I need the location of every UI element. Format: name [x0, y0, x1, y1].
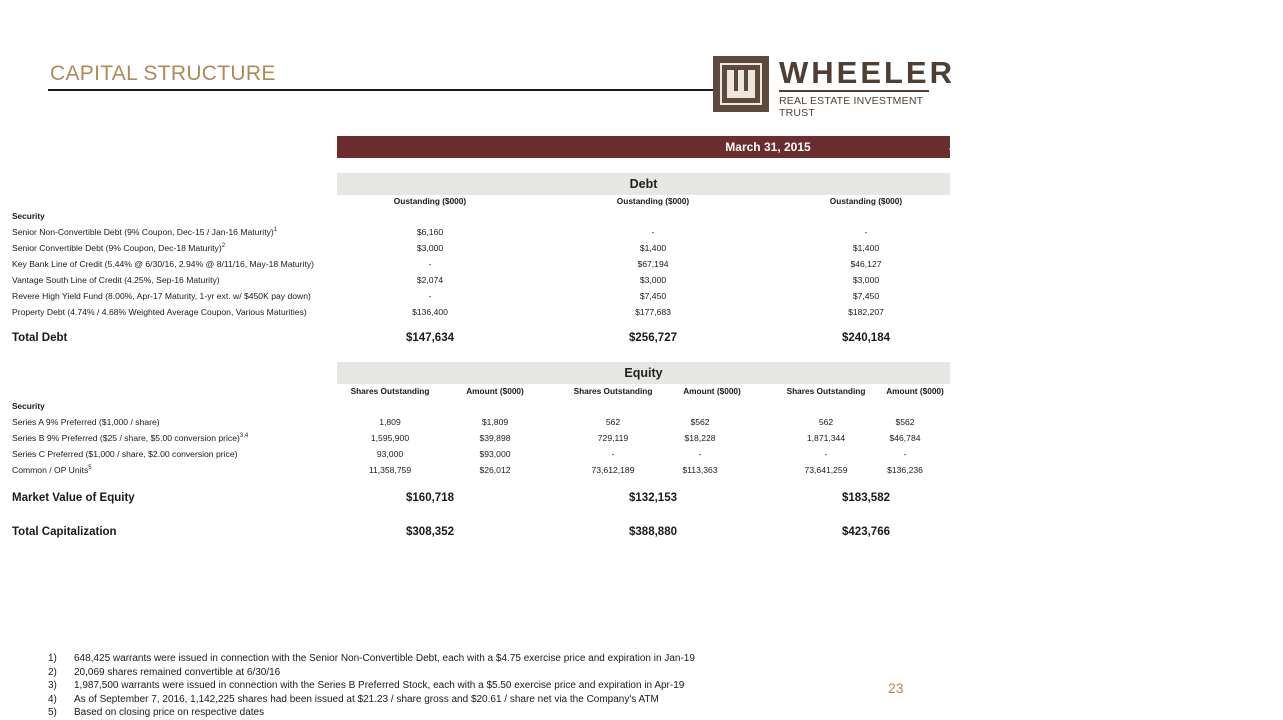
column-header: Amount ($000) [466, 386, 524, 396]
wheeler-logo [713, 55, 955, 119]
value-cell: $3,000 [416, 243, 444, 253]
footnote: 3) 1,987,500 warrants were issued in connection with the Series B Preferred Stock, each with a $5.50 exercise price and expiration in Apr-19 [48, 680, 685, 692]
value-cell: $136,400 [412, 307, 448, 317]
footnote: 1) 648,425 warrants were issued in connection with the Senior Non-Convertible Debt, each with a $4.75 exercise price and expiration in Jan-19 [48, 653, 695, 664]
value-cell: 93,000 [376, 449, 404, 459]
value-cell: $1,400 [639, 243, 667, 253]
logo-tagline: REAL ESTATE INVESTMENT TRUST [779, 95, 924, 119]
value-cell: 73,612,189 [591, 465, 635, 475]
footnote: 2) 20,069 shares remained convertible at 6/30/16 [48, 666, 281, 678]
row-label: Property Debt (4.74% / 4.68% Weighted Average Coupon, Various Maturities) [12, 307, 307, 317]
row-label: Total Capitalization [12, 526, 117, 538]
row-label: Series C Preferred ($1,000 / share, $2.00 conversion price) [12, 449, 238, 459]
title-divider [48, 89, 716, 91]
value-cell: $562 [690, 417, 710, 427]
value-cell: $26,012 [479, 465, 511, 475]
value-cell: $39,898 [479, 433, 511, 443]
value-cell: 1,809 [379, 417, 401, 427]
column-header: Oustanding ($000) [616, 196, 690, 206]
period-header-bar [337, 136, 1256, 158]
value-cell: $6,160 [416, 227, 444, 237]
total-value: $256,727 [629, 332, 677, 344]
value-cell: - [651, 227, 655, 237]
value-cell: - [428, 291, 432, 301]
value-cell: $3,000 [852, 275, 880, 285]
value-cell: $136,236 [887, 465, 923, 475]
total-value: $160,718 [406, 492, 454, 504]
total-value: $132,153 [629, 492, 677, 504]
page-number: 23 [888, 680, 904, 696]
value-cell: $1,809 [481, 417, 509, 427]
period-label: March 31, 2015 [725, 140, 811, 154]
value-cell: $182,207 [848, 307, 884, 317]
value-cell: $7,450 [852, 291, 880, 301]
row-label: Senior Convertible Debt (9% Coupon, Dec-18 Maturity)$^2$ [12, 243, 226, 253]
column-header: Amount ($000) [886, 386, 944, 396]
row-label: Total Debt [12, 332, 68, 344]
row-label: Market Value of Equity [12, 492, 135, 504]
security-header: Security [12, 211, 45, 221]
logo-wordmark: WHEELER [779, 55, 955, 90]
value-cell: $113,363 [682, 465, 718, 475]
column-header: Oustanding ($000) [829, 196, 903, 206]
total-value: $388,880 [629, 526, 677, 538]
value-cell: $1,400 [852, 243, 880, 253]
column-header: Shares Outstanding [573, 386, 653, 396]
row-label: Series A 9% Preferred ($1,000 / share) [12, 417, 160, 427]
column-header: Shares Outstanding [350, 386, 430, 396]
column-header: Amount ($000) [683, 386, 741, 396]
total-value: $423,766 [842, 526, 890, 538]
value-cell: 1,595,900 [370, 433, 410, 443]
period-label: September 7, 2016 [1150, 140, 1256, 154]
logo-divider [779, 90, 929, 92]
row-label: Senior Non-Convertible Debt (9% Coupon, Dec-15 / Jan-16 Maturity)$^1$ [12, 227, 278, 237]
value-cell: $7,450 [639, 291, 667, 301]
value-cell: - [864, 227, 868, 237]
value-cell: 73,641,259 [804, 465, 848, 475]
value-cell: - [824, 449, 828, 459]
value-cell: 562 [818, 417, 834, 427]
footnote: 5) Based on closing price on respective dates [48, 707, 265, 719]
equity-section-header: Equity [337, 362, 950, 384]
value-cell: 729,119 [597, 433, 629, 443]
total-value: $308,352 [406, 526, 454, 538]
footnotes [48, 652, 695, 720]
value-cell: $18,228 [684, 433, 716, 443]
value-cell: $67,194 [637, 259, 669, 269]
value-cell: - [698, 449, 702, 459]
row-label: Vantage South Line of Credit (4.25%, Sep-16 Maturity) [12, 275, 220, 285]
total-value: $183,582 [842, 492, 890, 504]
footnote: 4) As of September 7, 2016, 1,142,225 shares had been issued at $21.23 / share gross and $20.61 / share net via the Company's ATM [48, 693, 659, 705]
wheeler-w-icon [713, 56, 769, 112]
column-header: Shares Outstanding [786, 386, 866, 396]
period-label: June 30, 2016 [948, 140, 1028, 154]
value-cell: $3,000 [639, 275, 667, 285]
value-cell: $2,074 [416, 275, 444, 285]
value-cell: 1,871,344 [806, 433, 846, 443]
value-cell: $93,000 [479, 449, 511, 459]
row-label: Series B 9% Preferred ($25 / share, $5.00 conversion price)$^{3,4}$ [12, 433, 249, 443]
value-cell: - [428, 259, 432, 269]
page-title: CAPITAL STRUCTURE [50, 62, 276, 85]
value-cell: $562 [895, 417, 915, 427]
column-header: Oustanding ($000) [393, 196, 467, 206]
security-header: Security [12, 401, 45, 411]
value-cell: - [903, 449, 907, 459]
row-label: Common / OP Units$^5$ [12, 465, 92, 475]
row-label: Key Bank Line of Credit (5.44% @ 6/30/16, 2.94% @ 8/11/16, May-18 Maturity) [12, 259, 314, 269]
value-cell: $46,784 [889, 433, 921, 443]
debt-section-header: Debt [337, 173, 950, 195]
total-value: $147,634 [406, 332, 454, 344]
value-cell: - [611, 449, 615, 459]
value-cell: $46,127 [850, 259, 882, 269]
value-cell: 11,358,759 [368, 465, 412, 475]
total-value: $240,184 [842, 332, 890, 344]
value-cell: $177,683 [635, 307, 671, 317]
row-label: Revere High Yield Fund (8.00%, Apr-17 Maturity, 1-yr ext. w/ $450K pay down) [12, 291, 311, 301]
value-cell: 562 [605, 417, 621, 427]
